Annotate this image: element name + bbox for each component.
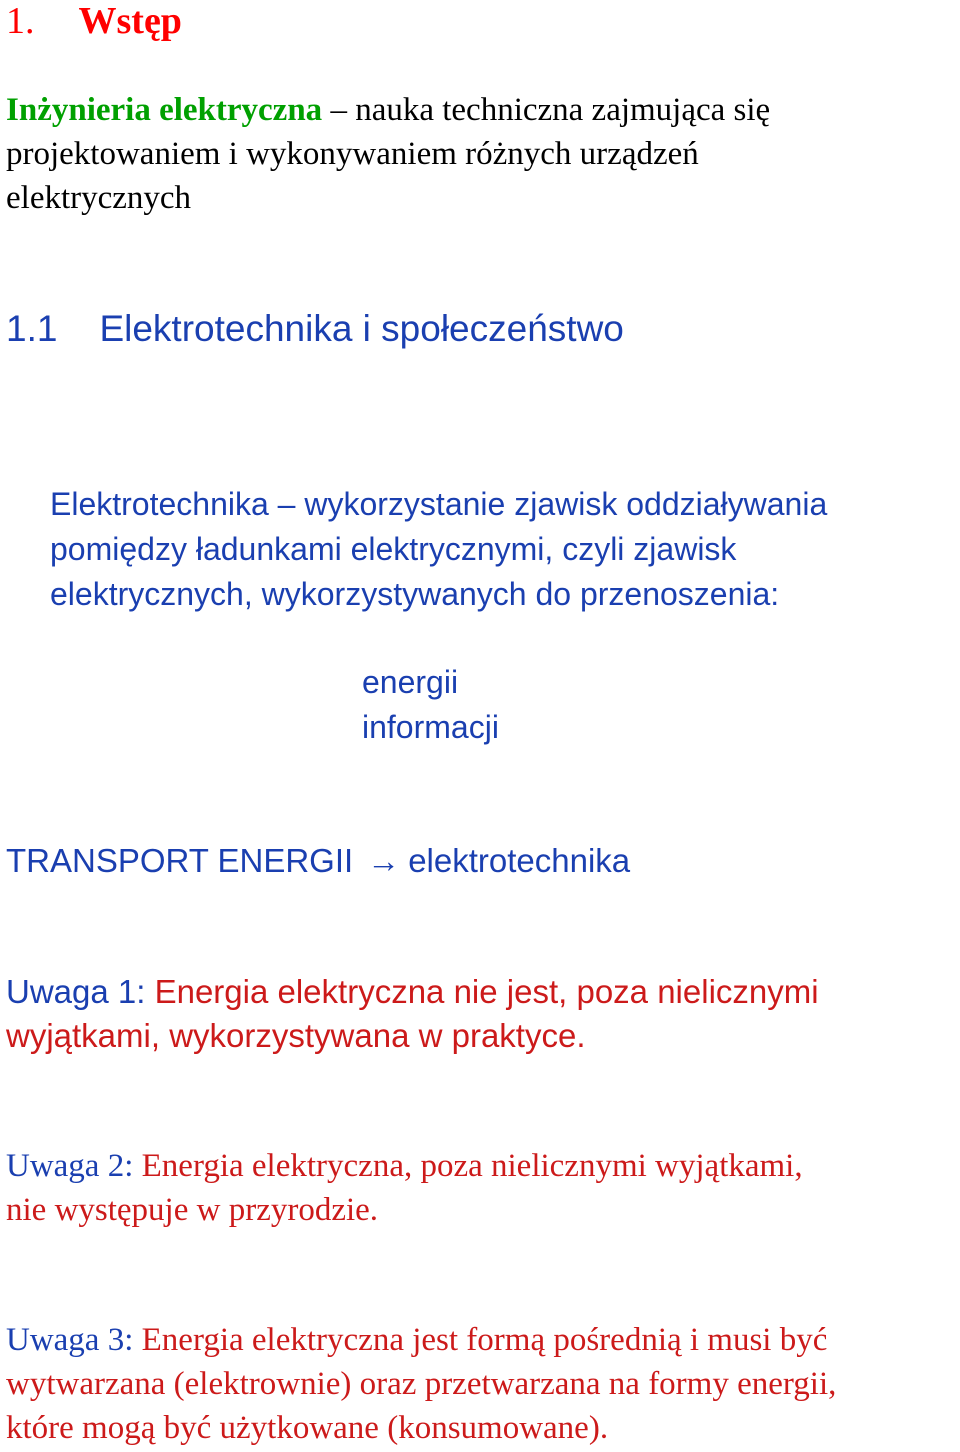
transport-line bbox=[6, 838, 630, 884]
note-label: Uwaga 3: bbox=[6, 1322, 134, 1358]
note-text: Energia elektryczna, poza nielicznymi wyjątkami, bbox=[133, 1148, 803, 1184]
transport-target: elektrotechnika bbox=[408, 842, 631, 879]
section-heading bbox=[6, 306, 624, 352]
intro-line-2: projektowaniem i wykonywaniem różnych urządzeń bbox=[6, 136, 699, 172]
intro-line-3: elektrycznych bbox=[6, 180, 192, 216]
transport-label: TRANSPORT ENERGII bbox=[6, 842, 354, 879]
definition-line-1: Elektrotechnika – wykorzystanie zjawisk oddziaływania bbox=[50, 486, 828, 522]
note-1 bbox=[6, 970, 819, 1058]
note-text: Energia elektryczna nie jest, poza nielicznymi bbox=[145, 973, 819, 1010]
note-line: które mogą być użytkowane (konsumowane). bbox=[6, 1410, 609, 1446]
note-2 bbox=[6, 1144, 803, 1232]
definition-line-3: elektrycznych, wykorzystywanych do przenoszenia: bbox=[50, 576, 780, 612]
intro-term: Inżynieria elektryczna bbox=[6, 92, 323, 128]
chapter-number: 1. bbox=[6, 0, 35, 42]
list-item: energii bbox=[362, 664, 459, 700]
intro-line-1 bbox=[6, 88, 770, 132]
chapter-title: Wstęp bbox=[78, 0, 182, 42]
note-line: wytwarzana (elektrownie) oraz przetwarzana na formy energii, bbox=[6, 1366, 837, 1402]
note-3 bbox=[6, 1318, 836, 1450]
section-number: 1.1 bbox=[6, 308, 58, 349]
note-line bbox=[6, 1144, 803, 1188]
note-label: Uwaga 2: bbox=[6, 1148, 134, 1184]
transfer-list bbox=[362, 660, 499, 750]
note-text: Energia elektryczna jest formą pośrednią i musi być bbox=[133, 1322, 828, 1358]
note-line: nie występuje w przyrodzie. bbox=[6, 1192, 379, 1228]
definition-paragraph bbox=[50, 482, 827, 617]
right-arrow-icon: → bbox=[367, 842, 401, 879]
note-line bbox=[6, 1318, 836, 1362]
intro-line-1-rest: – nauka techniczna zajmująca się bbox=[322, 92, 771, 128]
definition-line-2: pomiędzy ładunkami elektrycznymi, czyli zjawisk bbox=[50, 531, 737, 567]
intro-paragraph bbox=[6, 88, 770, 220]
note-line: wyjątkami, wykorzystywana w praktyce. bbox=[6, 1017, 586, 1054]
section-title: Elektrotechnika i społeczeństwo bbox=[99, 308, 624, 349]
note-line bbox=[6, 970, 819, 1014]
note-label: Uwaga 1: bbox=[6, 973, 146, 1010]
list-item: informacji bbox=[362, 709, 499, 745]
chapter-heading bbox=[6, 0, 182, 44]
